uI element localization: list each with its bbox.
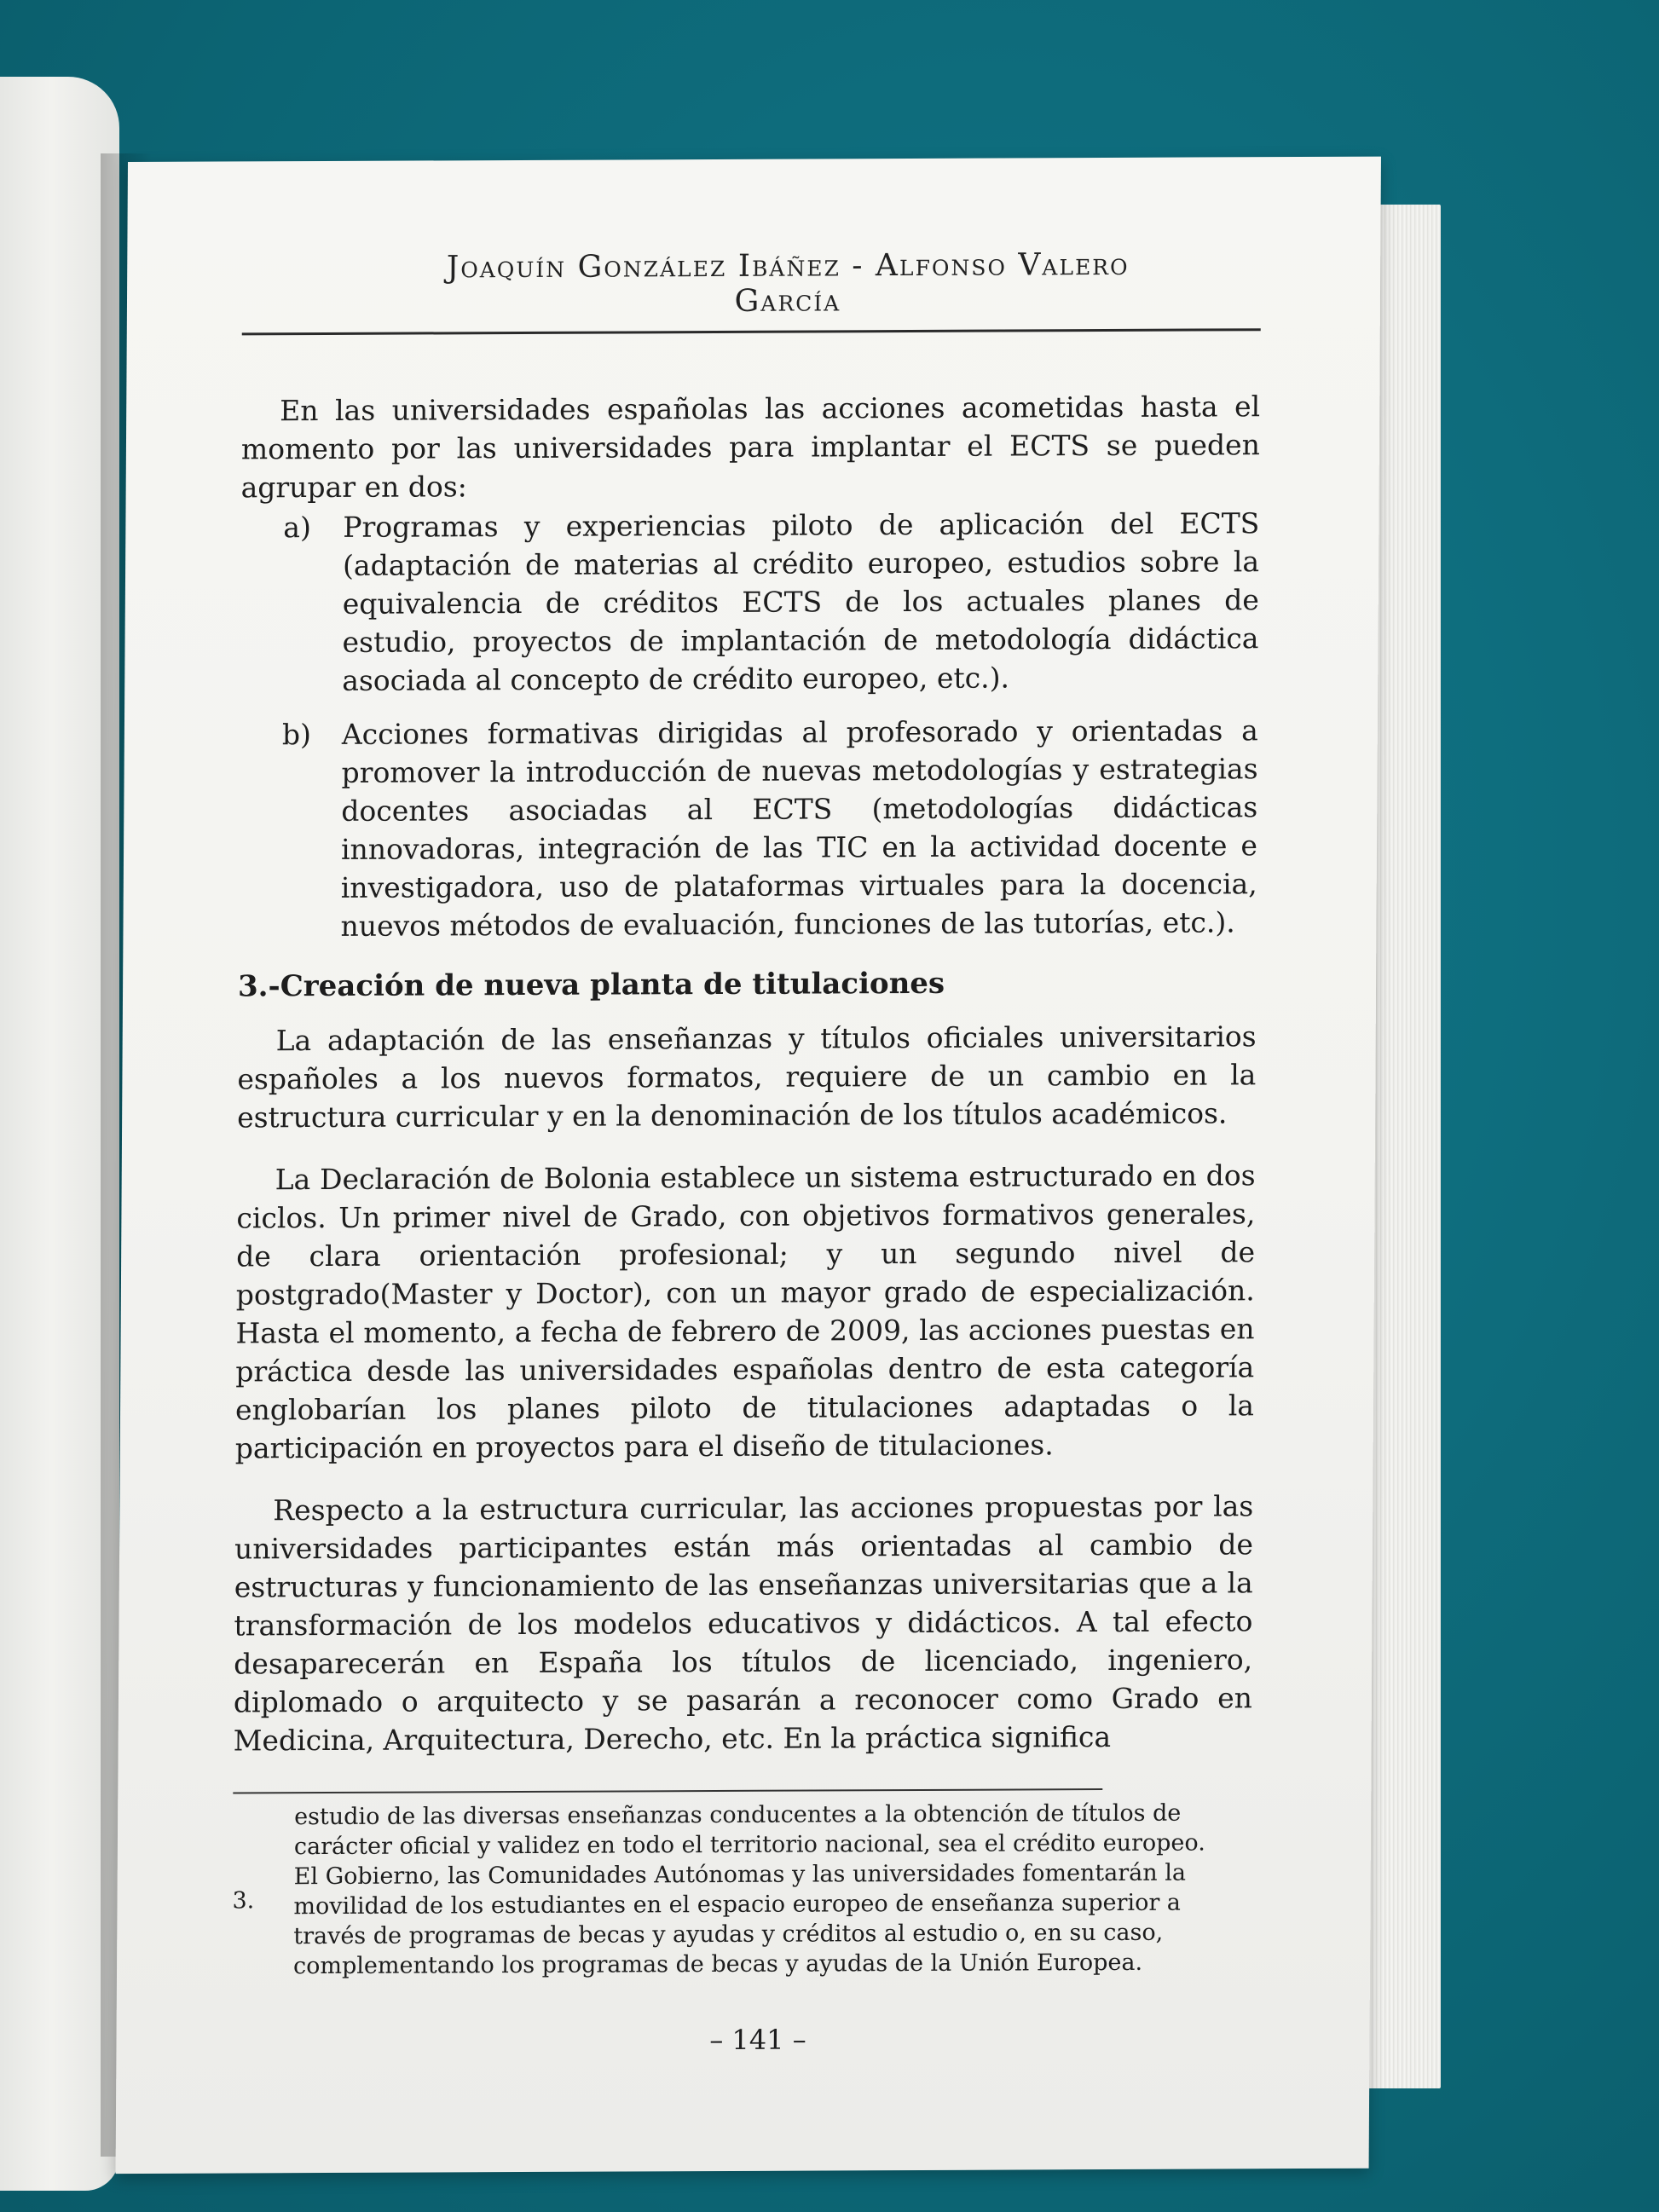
list-marker: a) — [283, 511, 312, 545]
section-paragraph: La Declaración de Bolonia establece un sistema estructurado en dos ciclos. Un primer nivel de Grado, con objetivos formativos generales, de clara orientación profesional; y un segundo nivel de postgrado(Master y Doctor), con un mayor grado de especialización. Hasta el momento, a fecha de febrero de 2009, las acciones puestas en práctica desde las universidades españolas dentro de esta categoría englobarían los planes piloto de titulaciones adaptadas o la participación en proyectos para el diseño de titulaciones. — [234, 1158, 1256, 1465]
footnote-marker: 3. — [232, 1887, 255, 1915]
footnote-rule — [233, 1788, 1102, 1793]
section-heading: 3.-Creación de nueva planta de titulaciones — [237, 966, 945, 1004]
section-paragraph: Respecto a la estructura curricular, las acciones propuestas por las universidades participantes están más orientadas al cambio de estructuras y funcionamiento de las enseñanzas universitarias que a la transformación de los modelos educativos y didácticos. A tal efecto desaparecerán en España los títulos de licenciado, ingeniero, diplomado o arquitecto y se pasarán a reconocer como Grado en Medicina, Arquitectura, Derecho, etc. En la práctica significa — [233, 1489, 1254, 1758]
list-text: Acciones formativas dirigidas al profesorado y orientadas a promover la introducción de nuevas metodologías y estrategias docentes asociadas al ECTS (metodologías didácticas innovadoras, integración de las TIC en la actividad docente e investigadora, uso de plataformas virtuales para la docencia, nuevos métodos de evaluación, funciones de las tutorías, etc.). — [340, 713, 1258, 943]
footnote-continuation: estudio de las diversas enseñanzas conducentes a la obtención de títulos de carácter oficial y validez en todo el territorio nacional, sea el crédito europeo. — [293, 1799, 1205, 1861]
footnote-text: El Gobierno, las Comunidades Autónomas y las universidades fomentarán la movilidad de los estudiantes en el espacio europeo de enseñanza superior a través de programas de becas y ayudas y créditos al estudio o, en su caso, complementando los programas de becas y ayudas de la Unión Europea. — [292, 1859, 1187, 1980]
footnote — [232, 1857, 1251, 1981]
actions-list — [238, 504, 1259, 945]
page-number: – 141 – — [709, 2023, 806, 2057]
header-rule — [242, 328, 1261, 335]
list-marker: b) — [281, 718, 312, 752]
body-text — [234, 387, 1261, 1759]
list-text: Programas y experiencias piloto de aplicación del ECTS (adaptación de materias al crédito europeo, estudios sobre la equivalencia de créditos ECTS de los actuales planes de estudio, proyectos de implantación de metodología didáctica asociada al concepto de crédito europeo, etc.). — [342, 506, 1260, 697]
running-head: Joaquín González Ibáñez - Alfonso Valero García — [446, 246, 1130, 319]
intro-paragraph: En las universidades españolas las acciones acometidas hasta el momento por las universidades para implantar el ECTS se pueden agrupar en dos: — [240, 390, 1261, 505]
section-paragraph: La adaptación de las enseñanzas y títulos oficiales universitarios españoles a los nuevos formatos, requiere de un cambio en la estructura curricular y en la denominación de los títulos académicos. — [237, 1019, 1257, 1135]
page-content — [231, 246, 1261, 2058]
list-item — [238, 711, 1258, 945]
book-page — [116, 157, 1381, 2174]
list-item — [240, 504, 1259, 700]
footnotes — [232, 1798, 1251, 1981]
